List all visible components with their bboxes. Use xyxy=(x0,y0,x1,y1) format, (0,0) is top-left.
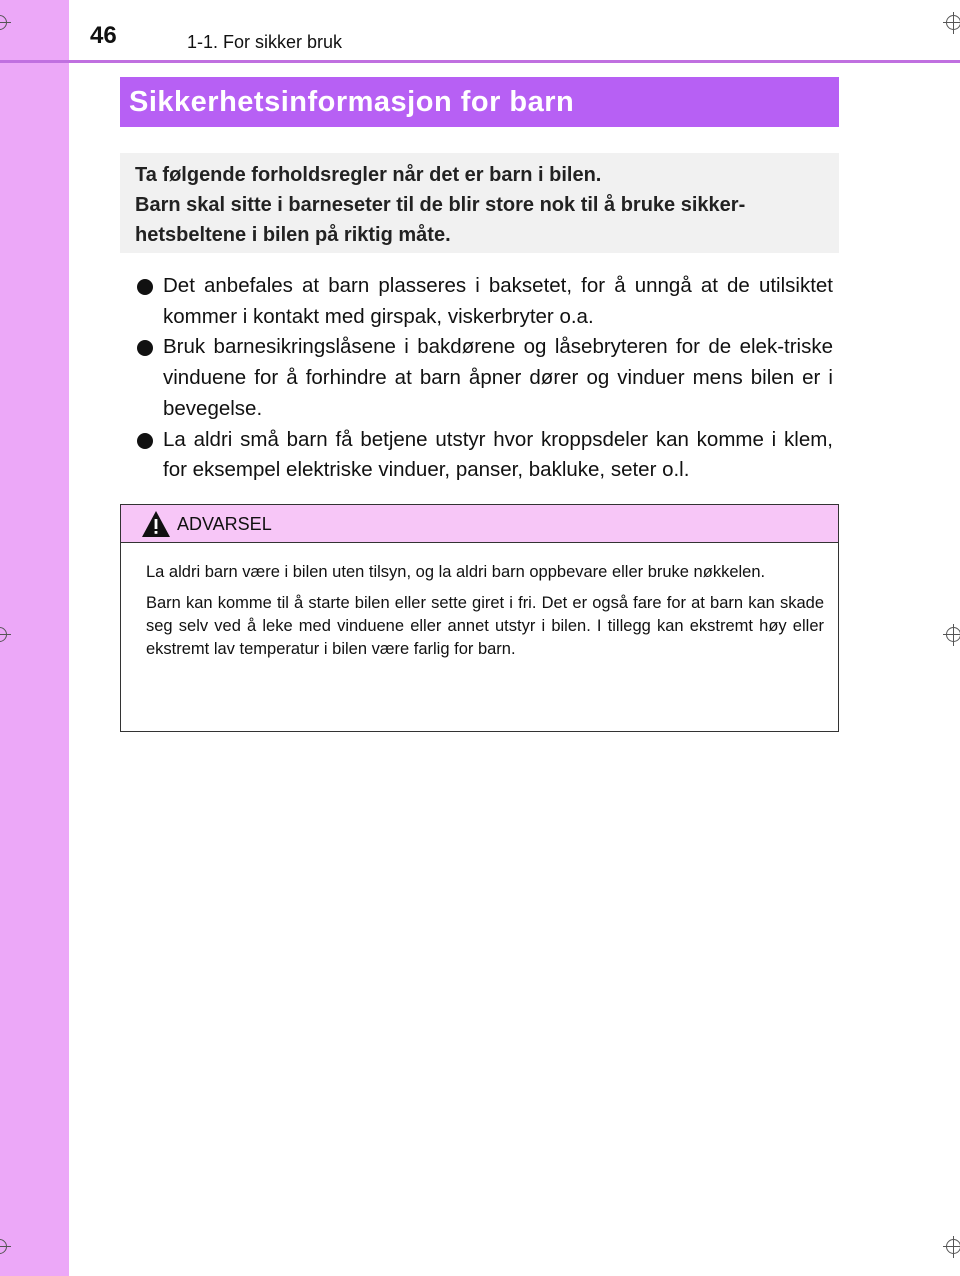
crop-mark-icon xyxy=(943,1236,960,1258)
intro-box xyxy=(120,153,839,253)
warning-header xyxy=(121,505,838,543)
warning-label: ADVARSEL xyxy=(177,514,272,534)
bullet-text: Bruk barnesikringslåsene i bakdørene og låsebryteren for de elek-triske vinduene for å forhindre at barn åpner dører og vinduer mens bilen er i bevegelse. xyxy=(163,335,833,420)
crop-mark-icon xyxy=(943,624,960,646)
crop-mark-icon xyxy=(0,12,11,34)
page-number: 46 xyxy=(90,22,117,49)
bullet-dot-icon xyxy=(137,279,153,295)
bullet-dot-icon xyxy=(137,433,153,449)
intro-line: Barn skal sitte i barneseter til de blir store nok til å bruke sikker- xyxy=(135,194,746,216)
warning-triangle-icon xyxy=(141,510,171,538)
bullet-text: Det anbefales at barn plasseres i baksetet, for å unngå at de utilsiktet kommer i kontakt med girspak, viskerbryter o.a. xyxy=(163,274,833,328)
bullet-text: La aldri små barn få betjene utstyr hvor kroppsdeler kan komme i klem, for eksempel elektriske vinduer, panser, bakluke, seter o.l. xyxy=(163,427,833,482)
crop-mark-icon xyxy=(0,1236,11,1258)
warning-paragraph: Barn kan komme til å starte bilen eller sette giret i fri. Det er også fare for at barn kan skade seg selv ved å leke med vinduene eller annet utstyr i bilen. I tillegg kan ekstremt høy eller ekstremt lav temperatur i bilen være farlig for barn. xyxy=(146,594,824,658)
intro-line: hetsbeltene i bilen på riktig måte. xyxy=(135,224,451,246)
crop-mark-icon xyxy=(0,624,11,646)
header-rule xyxy=(0,60,960,63)
bullet-item xyxy=(137,271,833,332)
bullet-list xyxy=(137,271,833,486)
section-title: Sikkerhetsinformasjon for barn xyxy=(129,86,575,118)
section-title-bar xyxy=(120,77,839,127)
section-label: 1-1. For sikker bruk xyxy=(187,32,343,52)
warning-body xyxy=(146,561,824,669)
bullet-dot-icon xyxy=(137,340,153,356)
crop-mark-icon xyxy=(943,12,960,34)
warning-paragraph: La aldri barn være i bilen uten tilsyn, og la aldri barn oppbevare eller bruke nøkkelen. xyxy=(146,563,766,581)
bullet-item xyxy=(137,332,833,424)
intro-line: Ta følgende forholdsregler når det er barn i bilen. xyxy=(135,164,602,186)
bullet-item xyxy=(137,425,833,486)
warning-box xyxy=(120,504,839,732)
